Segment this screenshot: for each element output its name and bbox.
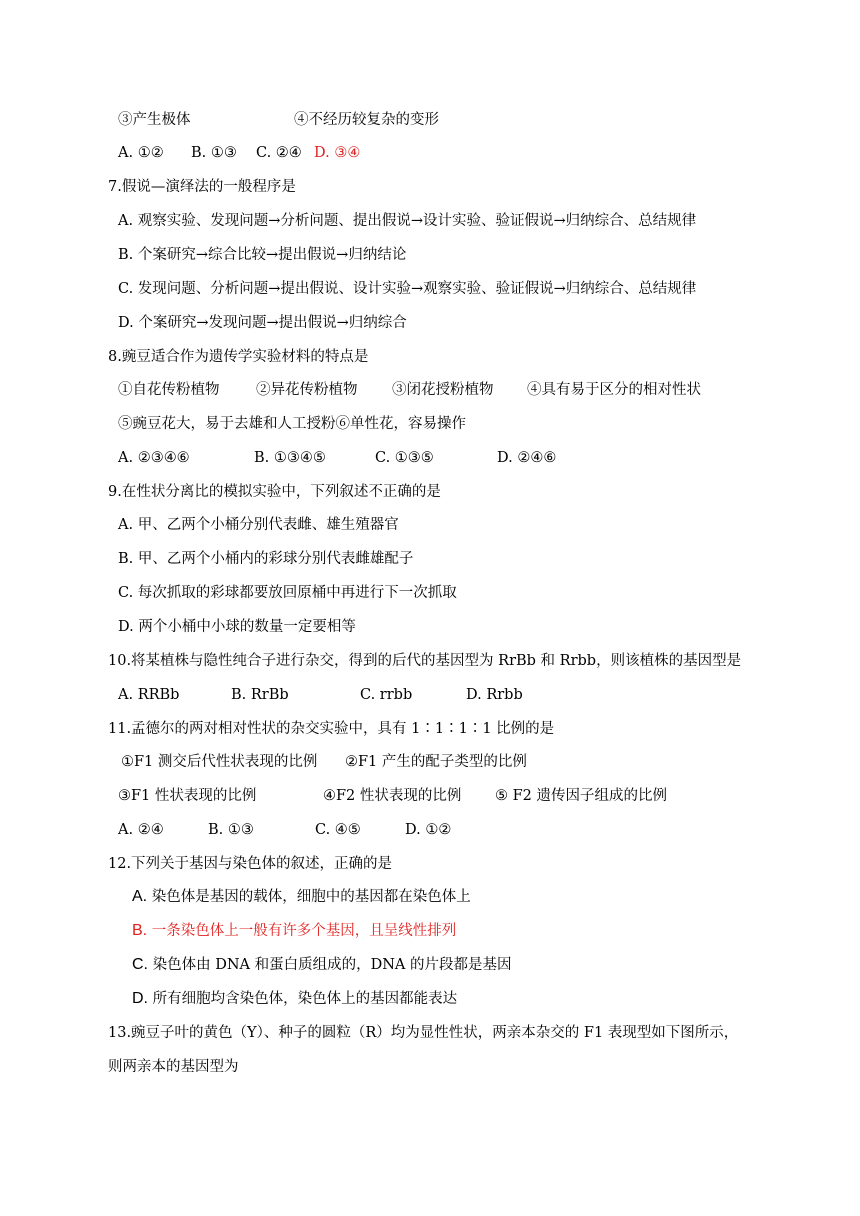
q11-choice-a: A. ②④ <box>118 822 164 838</box>
q6-choice-a: A. ①② <box>118 145 164 161</box>
q7-choice-a: A. 观察实验、发现问题→分析问题、提出假说→设计实验、验证假说→归纳综合、总结规律 <box>118 213 697 229</box>
q12-choice-b-answer <box>132 921 456 941</box>
choice-letter: C. <box>132 956 148 973</box>
q7-choice-d: D. 个案研究→发现问题→提出假说→归纳综合 <box>118 315 407 331</box>
q8-item-2: ②异花传粉植物 <box>256 382 358 398</box>
q6-option-4: ④不经历较复杂的变形 <box>294 112 439 128</box>
q8-item-1: ①自花传粉植物 <box>118 382 220 398</box>
q13-stem-line-2: 则两亲本的基因型为 <box>108 1059 239 1075</box>
q11-choice-d: D. ①② <box>405 822 452 838</box>
q11-choice-c: C. ④⑤ <box>315 822 361 838</box>
q11-item-4: ④F2 性状表现的比例 <box>323 788 462 804</box>
q10-choice-a: A. RRBb <box>118 687 180 703</box>
q8-choice-a: A. ②③④⑥ <box>118 450 190 466</box>
q8-item-3: ③闭花授粉植物 <box>392 382 494 398</box>
q12-choice-a <box>132 887 471 907</box>
choice-text: 一条染色体上一般有许多个基因，且呈线性排列 <box>151 923 457 939</box>
q7-stem: 7.假说—演绎法的一般程序是 <box>108 179 296 195</box>
q12-choice-d <box>132 989 457 1009</box>
q11-item-2: ②F1 产生的配子类型的比例 <box>345 754 527 770</box>
choice-letter: B. <box>132 922 148 939</box>
q11-stem: 11.孟德尔的两对相对性状的杂交实验中，具有 1∶1∶1∶1 比例的是 <box>108 721 555 737</box>
choice-text: 所有细胞均含染色体，染色体上的基因都能表达 <box>152 991 458 1007</box>
q7-choice-b: B. 个案研究→综合比较→提出假说→归纳结论 <box>118 247 407 263</box>
q12-stem: 12.下列关于基因与染色体的叙述，正确的是 <box>108 856 393 872</box>
q10-choice-d: D. Rrbb <box>466 687 523 703</box>
q6-option-3: ③产生极体 <box>118 112 191 128</box>
q9-choice-c: C. 每次抓取的彩球都要放回原桶中再进行下一次抓取 <box>118 585 457 601</box>
q8-choice-c: C. ①③⑤ <box>375 450 434 466</box>
q8-item-4: ④具有易于区分的相对性状 <box>527 382 701 398</box>
q11-item-1: ①F1 测交后代性状表现的比例 <box>121 754 318 770</box>
q8-item-5-6: ⑤豌豆花大，易于去雄和人工授粉⑥单性花，容易操作 <box>118 416 466 432</box>
q6-choice-c: C. ②④ <box>256 145 302 161</box>
choice-text: 染色体是基因的载体，细胞中的基因都在染色体上 <box>151 889 471 905</box>
q13-stem-line-1: 13.豌豆子叶的黄色（Y）、种子的圆粒（R）均为显性性状，两亲本杂交的 F1 表现型如下图所示， <box>108 1025 739 1041</box>
choice-letter: A. <box>132 888 148 905</box>
choice-letter: D. <box>132 990 148 1007</box>
q10-choice-b: B. RrBb <box>231 687 289 703</box>
q11-item-3: ③F1 性状表现的比例 <box>118 788 257 804</box>
q6-choice-d-answer: D. ③④ <box>314 145 361 161</box>
q11-item-5: ⑤ F2 遗传因子组成的比例 <box>495 788 668 804</box>
q11-choice-b: B. ①③ <box>208 822 254 838</box>
q7-choice-c: C. 发现问题、分析问题→提出假说、设计实验→观察实验、验证假说→归纳综合、总结规律 <box>118 281 697 297</box>
q10-choice-c: C. rrbb <box>360 687 413 703</box>
q9-choice-b: B. 甲、乙两个小桶内的彩球分别代表雌雄配子 <box>118 551 414 567</box>
q9-stem: 9.在性状分离比的模拟实验中，下列叙述不正确的是 <box>108 484 441 500</box>
q8-choice-b: B. ①③④⑤ <box>254 450 326 466</box>
q6-choice-b: B. ①③ <box>191 145 237 161</box>
q9-choice-d: D. 两个小桶中小球的数量一定要相等 <box>118 619 356 635</box>
q8-stem: 8.豌豆适合作为遗传学实验材料的特点是 <box>108 349 369 365</box>
q10-stem: 10.将某植株与隐性纯合子进行杂交，得到的后代的基因型为 RrBb 和 Rrbb，则该植株的基因型是 <box>108 653 742 669</box>
q12-choice-c <box>132 955 512 975</box>
choice-text: 染色体由 DNA 和蛋白质组成的，DNA 的片段都是基因 <box>152 957 512 973</box>
q8-choice-d: D. ②④⑥ <box>497 450 557 466</box>
q9-choice-a: A. 甲、乙两个小桶分别代表雌、雄生殖器官 <box>118 517 399 533</box>
